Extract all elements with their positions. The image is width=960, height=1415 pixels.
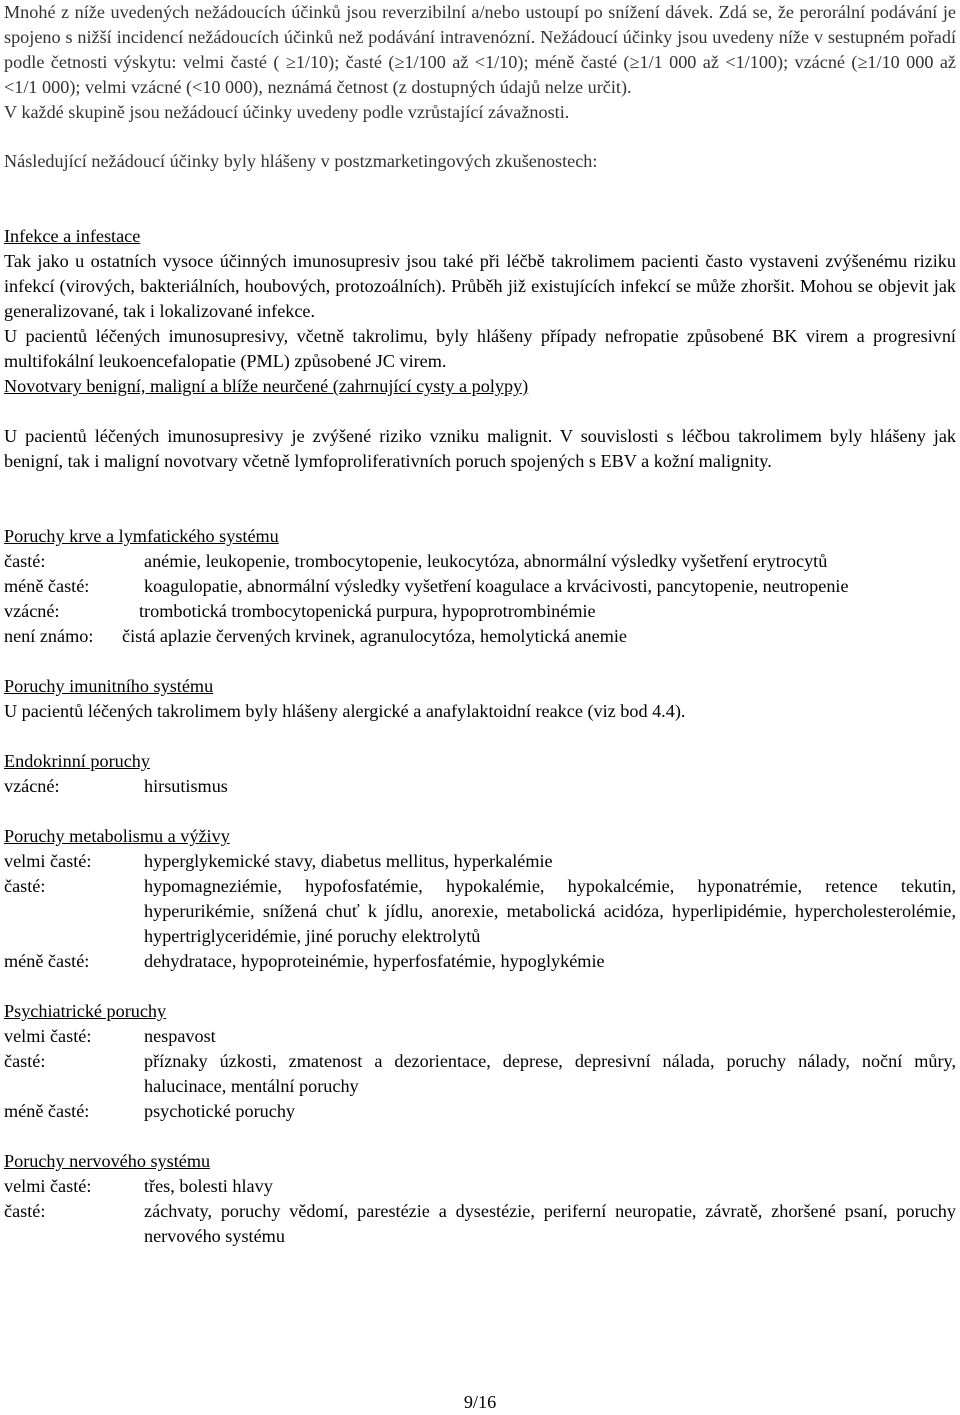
frequency-value: příznaky úzkosti, zmatenost a dezorientace, deprese, depresivní nálada, poruchy nálady, noční můry, halucinace, mentální poruchy [144, 1051, 956, 1096]
frequency-value: psychotické poruchy [144, 1101, 296, 1121]
frequency-row [4, 949, 956, 974]
postmarketing-note: Následující nežádoucí účinky byly hlášeny v postzmarketingových zkušenostech: [4, 151, 598, 171]
section-heading-metabolism: Poruchy metabolismu a výživy [4, 826, 230, 846]
frequency-label: časté: [4, 876, 46, 896]
frequency-label: časté: [4, 1051, 46, 1071]
section-psychiatric [4, 999, 956, 1124]
frequency-value: hirsutismus [144, 776, 228, 796]
frequency-value: koagulopatie, abnormální výsledky vyšetření koagulace a krvácivosti, pancytopenie, neutropenie [144, 576, 849, 596]
page-number: 9/16 [463, 1392, 497, 1412]
frequency-label: velmi časté: [4, 851, 92, 871]
immune-paragraph: U pacientů léčených takrolimem byly hlášeny alergické a anafylaktoidní reakce (viz bod 4.4). [4, 701, 686, 721]
frequency-row [4, 849, 956, 874]
frequency-value: hyperglykemické stavy, diabetus mellitus, hyperkalémie [144, 851, 553, 871]
frequency-label: vzácné: [4, 776, 60, 796]
frequency-row [4, 874, 956, 949]
neoplasms-paragraph: U pacientů léčených imunosupresivy je zvýšené riziko vzniku malignit. V souvislosti s léčbou takrolimem byly hlášeny jak benigní, tak i maligní novotvary včetně lymfoproliferativních poruch spojených s EBV a kožní malignity. [4, 426, 956, 471]
section-heading-infections: Infekce a infestace [4, 226, 141, 246]
frequency-label: není známo: [4, 626, 94, 646]
frequency-label: méně časté: [4, 576, 90, 596]
frequency-row [4, 624, 956, 649]
infections-paragraph-1: Tak jako u ostatních vysoce účinných imunosupresiv jsou také při léčbě takrolimem pacienti často vystaveni zvýšenému riziku infekcí (virových, bakteriálních, houbových, protozoálních). Průběh již existujících infekcí se může zhoršit. Mohou se objevit jak generalizované, tak i lokalizované infekce. [4, 251, 956, 321]
frequency-value: anémie, leukopenie, trombocytopenie, leukocytóza, abnormální výsledky vyšetření erytrocytů [144, 551, 828, 571]
section-immune [4, 674, 956, 724]
frequency-value: záchvaty, poruchy vědomí, parestézie a dysestézie, periferní neuropatie, závratě, zhoršené psaní, poruchy nervového systému [144, 1201, 956, 1246]
section-nervous [4, 1149, 956, 1249]
frequency-value: dehydratace, hypoproteinémie, hyperfosfatémie, hypoglykémie [144, 951, 605, 971]
section-neoplasms [4, 374, 956, 474]
frequency-row [4, 549, 956, 574]
section-heading-neoplasms: Novotvary benigní, maligní a blíže neurčené (zahrnující cysty a polypy) [4, 376, 529, 396]
document-page [4, 0, 956, 1249]
frequency-row [4, 1199, 956, 1249]
frequency-label: velmi časté: [4, 1026, 92, 1046]
section-heading-nervous: Poruchy nervového systému [4, 1151, 211, 1171]
frequency-label: velmi časté: [4, 1176, 92, 1196]
section-heading-psychiatric: Psychiatrické poruchy [4, 1001, 167, 1021]
frequency-label: časté: [4, 551, 46, 571]
frequency-value: hypomagneziémie, hypofosfatémie, hypokalémie, hypokalcémie, hyponatrémie, retence tekutin, hyperurikémie, snížená chuť k jídlu, anorexie, metabolická acidóza, hyperlipidémie, hypercholesterolémie, hypertriglyceridémie, jiné poruchy elektrolytů [144, 876, 956, 946]
section-heading-immune: Poruchy imunitního systému [4, 676, 214, 696]
frequency-value: čistá aplazie červených krvinek, agranulocytóza, hemolytická anemie [122, 626, 627, 646]
frequency-row [4, 599, 956, 624]
frequency-value: nespavost [144, 1026, 216, 1046]
section-infections [4, 224, 956, 374]
frequency-value: třes, bolesti hlavy [144, 1176, 273, 1196]
intro-paragraph: Mnohé z níže uvedených nežádoucích účinků jsou reverzibilní a/nebo ustoupí po snížení dávek. Zdá se, že perorální podávání je spojeno s nižší incidencí nežádoucích účinků než podávání intravenózní. Nežádoucí účinky jsou uvedeny níže v sestupném pořadí podle četnosti výskytu: velmi časté ( ≥1/10); časté (≥1/100 až <1/10); méně časté (≥1/1 000 až <1/100); vzácné (≥1/10 000 až <1/1 000); velmi vzácné (<10 000), neznámá četnost (z dostupných údajů nelze určit). [4, 2, 956, 97]
section-heading-endocrine: Endokrinní poruchy [4, 751, 150, 771]
frequency-row [4, 574, 956, 599]
frequency-row [4, 1024, 956, 1049]
section-endocrine [4, 749, 956, 799]
intro-severity-note: V každé skupině jsou nežádoucí účinky uvedeny podle vzrůstající závažnosti. [4, 102, 570, 122]
frequency-row [4, 1049, 956, 1099]
frequency-row [4, 1174, 956, 1199]
frequency-label: vzácné: [4, 601, 60, 621]
frequency-label: časté: [4, 1201, 46, 1221]
frequency-value: trombotická trombocytopenická purpura, hypoprotrombinémie [139, 601, 596, 621]
section-heading-blood: Poruchy krve a lymfatického systému [4, 526, 279, 546]
section-metabolism [4, 824, 956, 974]
section-blood [4, 524, 956, 649]
frequency-label: méně časté: [4, 1101, 90, 1121]
frequency-row [4, 774, 956, 799]
frequency-row [4, 1099, 956, 1124]
infections-paragraph-2: U pacientů léčených imunosupresivy, včetně takrolimu, byly hlášeny případy nefropatie způsobené BK virem a progresivní multifokální leukoencefalopatie (PML) způsobené JC virem. [4, 326, 956, 371]
frequency-label: méně časté: [4, 951, 90, 971]
